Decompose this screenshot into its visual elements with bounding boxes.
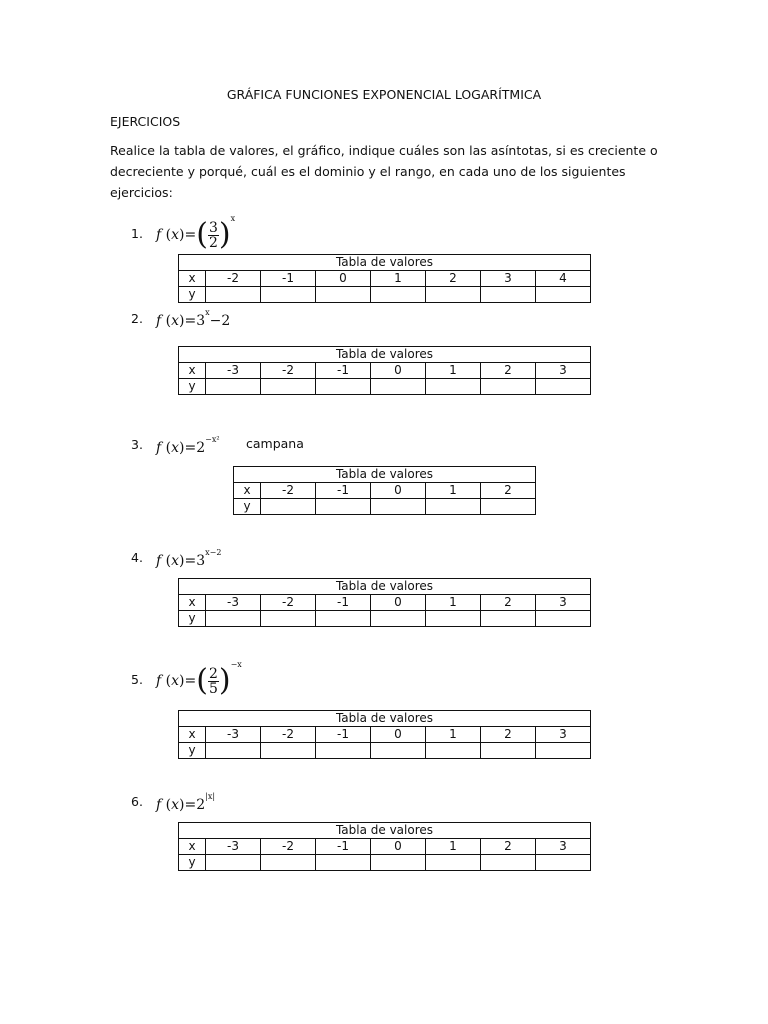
open-paren: ( [165, 440, 172, 456]
x-value: 1 [426, 483, 481, 499]
y-cell[interactable] [481, 499, 536, 515]
y-cell[interactable] [371, 287, 426, 303]
x-value: -2 [206, 271, 261, 287]
y-cell[interactable] [481, 743, 536, 759]
table-caption: Tabla de valores [179, 579, 591, 595]
x-value: 3 [536, 727, 591, 743]
fraction [208, 221, 219, 250]
y-cell[interactable] [316, 611, 371, 627]
y-cell[interactable] [426, 611, 481, 627]
x-value: 2 [481, 839, 536, 855]
y-cell[interactable] [316, 287, 371, 303]
function-name: f [156, 313, 162, 329]
y-cell[interactable] [261, 379, 316, 395]
x-value: 2 [481, 483, 536, 499]
y-cell[interactable] [371, 743, 426, 759]
y-cell[interactable] [371, 499, 426, 515]
base: 2 [196, 797, 206, 813]
y-cell[interactable] [426, 379, 481, 395]
exercise-5-formula: f (x)=( $\frac{2}{5}$ )$^{-x}$ [156, 660, 242, 698]
close-paren: ) [179, 440, 185, 456]
y-cell[interactable] [316, 379, 371, 395]
big-open-paren: ( [196, 663, 208, 698]
x-value: 2 [481, 595, 536, 611]
x-value: -3 [206, 839, 261, 855]
exercise-3-formula: f $(x)=2^{-x^2}$ [156, 435, 220, 456]
x-label: x [179, 595, 206, 611]
x-value: -1 [316, 727, 371, 743]
close-paren: ) [179, 797, 185, 813]
x-value: 0 [371, 595, 426, 611]
values-table-1 [178, 254, 591, 303]
variable: x [171, 227, 180, 243]
base: 2 [196, 440, 206, 456]
variable: x [171, 797, 180, 813]
y-label: y [179, 855, 206, 871]
y-cell[interactable] [536, 743, 591, 759]
x-value: 1 [426, 363, 481, 379]
table-caption: Tabla de valores [179, 711, 591, 727]
x-value: -3 [206, 595, 261, 611]
x-label: x [179, 839, 206, 855]
x-value: -1 [316, 839, 371, 855]
y-cell[interactable] [371, 611, 426, 627]
x-value: -1 [316, 595, 371, 611]
x-value: 0 [371, 727, 426, 743]
close-paren: ) [179, 313, 185, 329]
y-label: y [234, 499, 261, 515]
variable: x [171, 673, 180, 689]
y-cell[interactable] [481, 855, 536, 871]
x-value: 3 [536, 595, 591, 611]
x-value: 3 [536, 363, 591, 379]
exponent: |x| [205, 792, 216, 801]
x-value: 1 [426, 595, 481, 611]
y-cell[interactable] [316, 499, 371, 515]
table-caption: Tabla de valores [179, 823, 591, 839]
function-name: f [156, 797, 162, 813]
x-value: 0 [371, 839, 426, 855]
close-paren: ) [179, 673, 185, 689]
exercise-3-number: 3. [131, 437, 143, 452]
x-value: 4 [536, 271, 591, 287]
exponent: x [205, 308, 210, 317]
y-cell[interactable] [316, 855, 371, 871]
y-cell[interactable] [426, 743, 481, 759]
document-title: GRÁFICA FUNCIONES EXPONENCIAL LOGARÍTMICA [226, 87, 542, 102]
x-value: 0 [371, 363, 426, 379]
y-cell[interactable] [536, 855, 591, 871]
variable: x [171, 313, 180, 329]
y-label: y [179, 611, 206, 627]
x-label: x [179, 271, 206, 287]
values-table-2 [178, 346, 591, 395]
x-label: x [179, 363, 206, 379]
function-name: f [156, 440, 162, 456]
x-value: -1 [316, 483, 371, 499]
x-value: 2 [481, 727, 536, 743]
y-cell[interactable] [206, 611, 261, 627]
exercise-1-number: 1. [131, 226, 143, 241]
y-cell[interactable] [206, 743, 261, 759]
x-value: 1 [426, 727, 481, 743]
open-paren: ( [165, 797, 172, 813]
x-label: x [179, 727, 206, 743]
y-cell[interactable] [371, 855, 426, 871]
y-cell[interactable] [206, 855, 261, 871]
variable: x [171, 440, 180, 456]
x-value: -2 [261, 483, 316, 499]
function-name: f [156, 673, 162, 689]
y-cell[interactable] [261, 287, 316, 303]
exponent: x [230, 214, 236, 223]
y-label: y [179, 743, 206, 759]
exercise-1-formula: f (x)=( $\frac{3}{2}$ )$^x$ [156, 214, 236, 252]
base: 3 [196, 313, 206, 329]
values-table-3 [233, 466, 536, 515]
close-paren: ) [179, 553, 185, 569]
exercise-2-formula: f $(x)=3^x-2$ [156, 308, 231, 329]
variable: x [171, 553, 180, 569]
x-label: x [234, 483, 261, 499]
base: 3 [196, 553, 206, 569]
values-table-4 [178, 578, 591, 627]
x-value: 0 [371, 483, 426, 499]
y-cell[interactable] [261, 611, 316, 627]
x-value: 1 [426, 839, 481, 855]
big-close-paren: ) [218, 663, 231, 698]
section-heading: EJERCICIOS [110, 114, 181, 129]
open-paren: ( [165, 313, 172, 329]
x-value: 3 [536, 839, 591, 855]
y-cell[interactable] [371, 379, 426, 395]
x-value: 0 [316, 271, 371, 287]
y-cell[interactable] [481, 287, 536, 303]
y-cell[interactable] [426, 499, 481, 515]
exponent: x−2 [205, 548, 222, 557]
x-value: -1 [261, 271, 316, 287]
fraction [208, 667, 219, 696]
y-cell[interactable] [261, 743, 316, 759]
y-cell[interactable] [206, 287, 261, 303]
x-value: -2 [261, 727, 316, 743]
exponent: −x² [205, 435, 220, 444]
exercise-4-formula: f $(x)=3^{x-2}$ [156, 548, 222, 569]
y-label: y [179, 287, 206, 303]
y-cell[interactable] [261, 855, 316, 871]
values-table-6 [178, 822, 591, 871]
instructions-paragraph: Realice la tabla de valores, el gráfico, indique cuáles son las asíntotas, si es creciente o decreciente y porqué, cuál es el dominio y el rango, en cada uno de los siguientes ejercicios: [110, 143, 658, 200]
denominator: 2 [208, 234, 218, 251]
constant-term: −2 [209, 313, 231, 329]
numerator: 2 [208, 665, 218, 682]
y-cell[interactable] [536, 611, 591, 627]
exercise-6-number: 6. [131, 794, 143, 809]
exercise-2-number: 2. [131, 311, 143, 326]
campana-note: campana [246, 436, 304, 451]
x-value: -2 [261, 363, 316, 379]
y-cell[interactable] [426, 287, 481, 303]
open-paren: ( [165, 227, 172, 243]
table-caption: Tabla de valores [179, 255, 591, 271]
x-value: 2 [426, 271, 481, 287]
y-cell[interactable] [481, 379, 536, 395]
table-caption: Tabla de valores [234, 467, 536, 483]
close-paren: ) [179, 227, 185, 243]
y-cell[interactable] [316, 743, 371, 759]
y-cell[interactable] [206, 379, 261, 395]
x-value: -2 [261, 839, 316, 855]
x-value: 2 [481, 363, 536, 379]
big-open-paren: ( [196, 217, 208, 252]
y-cell[interactable] [426, 855, 481, 871]
x-value: 1 [371, 271, 426, 287]
y-cell[interactable] [536, 287, 591, 303]
big-close-paren: ) [218, 217, 231, 252]
y-cell[interactable] [536, 379, 591, 395]
denominator: 5 [208, 680, 218, 697]
numerator: 3 [208, 219, 218, 236]
function-name: f [156, 227, 162, 243]
x-value: -3 [206, 363, 261, 379]
x-value: -3 [206, 727, 261, 743]
x-value: -2 [261, 595, 316, 611]
open-paren: ( [165, 673, 172, 689]
open-paren: ( [165, 553, 172, 569]
x-value: 3 [481, 271, 536, 287]
y-cell[interactable] [261, 499, 316, 515]
function-name: f [156, 553, 162, 569]
exponent: −x [230, 660, 242, 669]
exercise-4-number: 4. [131, 550, 143, 565]
table-caption: Tabla de valores [179, 347, 591, 363]
exercise-6-formula: f $(x)=2^{|x|}$ [156, 792, 216, 813]
exercise-5-number: 5. [131, 672, 143, 687]
y-cell[interactable] [481, 611, 536, 627]
y-label: y [179, 379, 206, 395]
x-value: -1 [316, 363, 371, 379]
values-table-5 [178, 710, 591, 759]
